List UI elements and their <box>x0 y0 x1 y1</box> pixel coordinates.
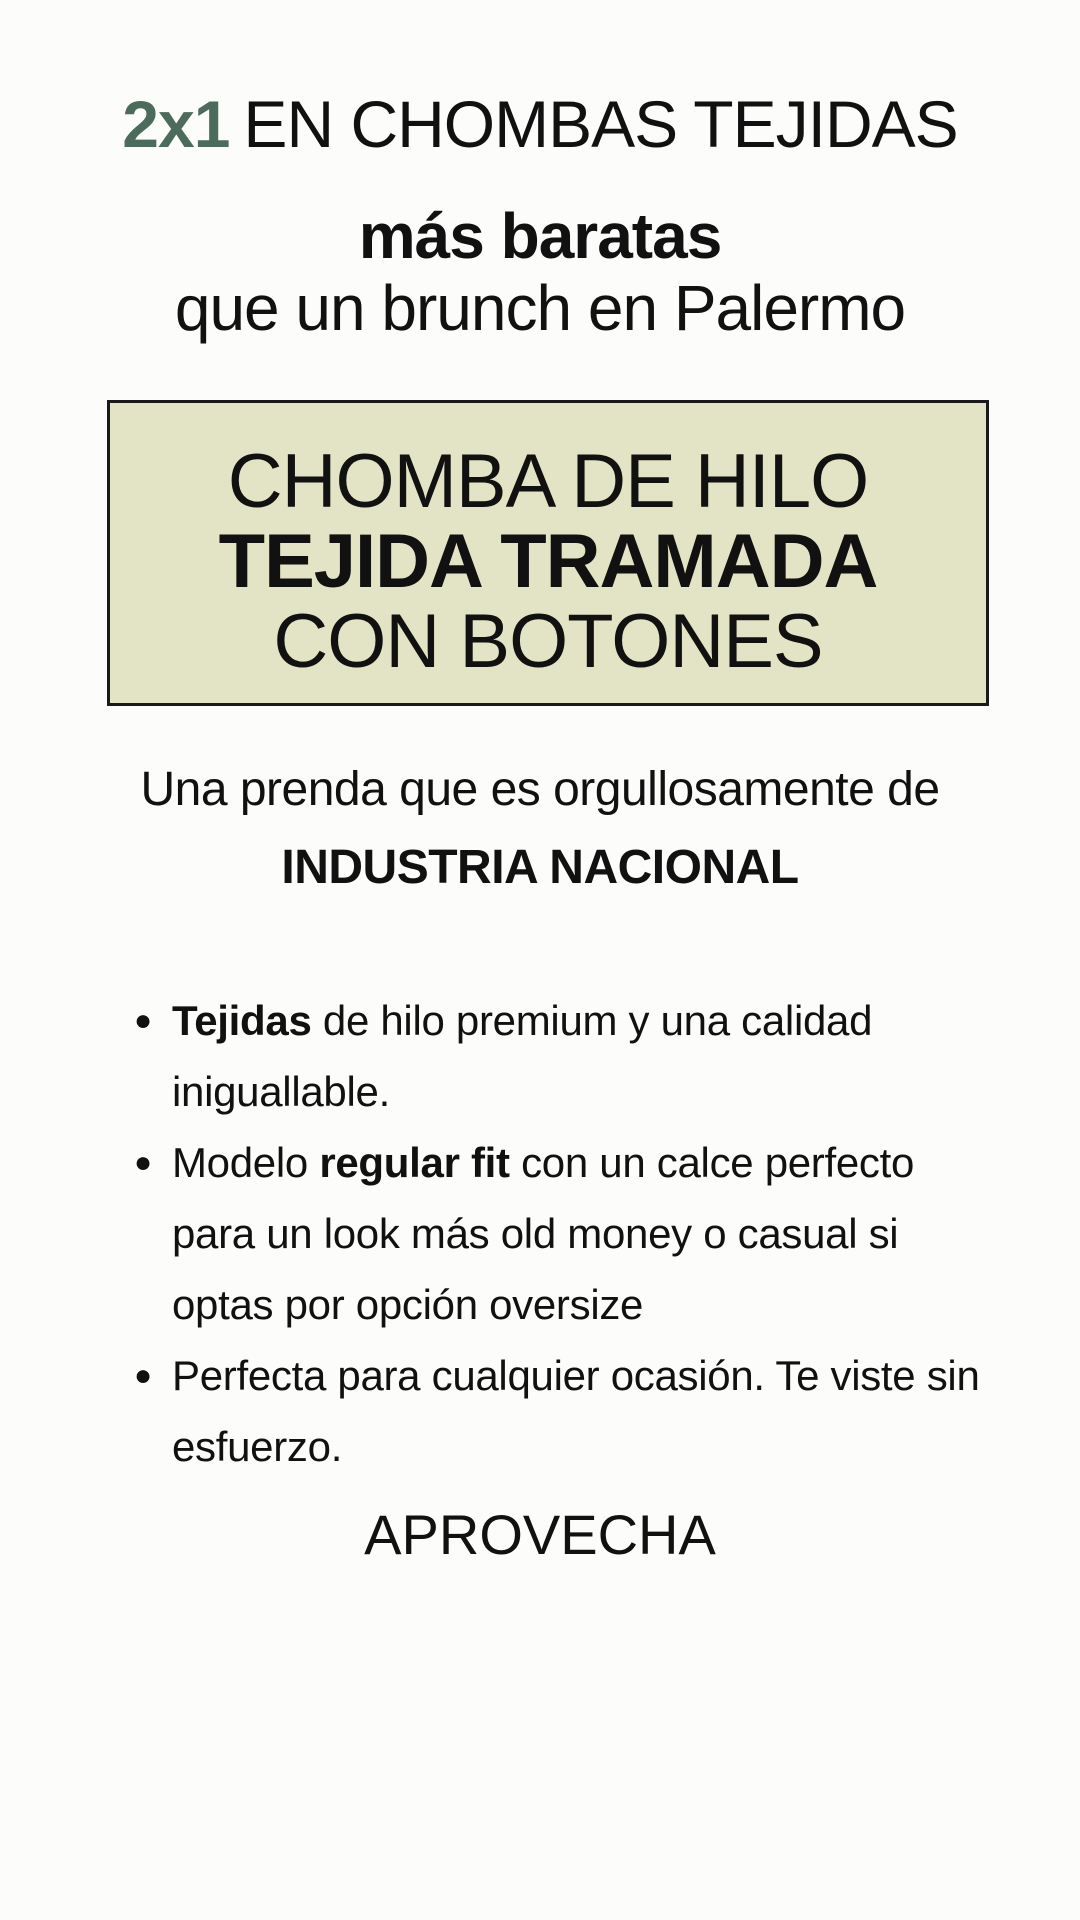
feature-3-text: Perfecta para cualquier ocasión. Te viste sin esfuerzo. <box>172 1352 980 1470</box>
product-title-line-1: CHOMBA DE HILO <box>227 439 869 524</box>
bullet-icon: ● <box>134 1359 152 1392</box>
product-title-line-3: CON BOTONES <box>273 599 823 684</box>
feature-1-text: de hilo premium y una calidad iniguallable. <box>172 997 873 1115</box>
feature-item-3 <box>130 1340 990 1482</box>
promo-headline <box>0 84 1080 164</box>
bullet-icon: ● <box>134 1146 152 1179</box>
feature-1-bold: Tejidas <box>172 997 312 1044</box>
tagline-bold: más baratas <box>358 200 722 272</box>
feature-item-2 <box>130 1127 990 1340</box>
origin-highlight: INDUSTRIA NACIONAL <box>281 841 799 894</box>
feature-item-1 <box>130 985 990 1127</box>
bullet-icon: ● <box>134 1004 152 1037</box>
feature-list <box>130 985 990 1482</box>
feature-2-prefix: Modelo <box>172 1139 320 1186</box>
product-title-box <box>107 400 989 706</box>
cta-label: APROVECHA <box>364 1503 716 1566</box>
promo-accent: 2x1 <box>122 87 230 161</box>
feature-2-bold: regular fit <box>319 1139 510 1186</box>
promo-text: EN CHOMBAS TEJIDAS <box>243 87 958 161</box>
origin-text: Una prenda que es orgullosamente de <box>140 763 940 816</box>
feature-2-text: con un calce perfecto para un look más old money o casual si optas por opción oversize <box>172 1139 915 1328</box>
tagline-regular: que un brunch en Palermo <box>174 272 906 344</box>
product-title-line-2: TEJIDA TRAMADA <box>218 519 878 604</box>
